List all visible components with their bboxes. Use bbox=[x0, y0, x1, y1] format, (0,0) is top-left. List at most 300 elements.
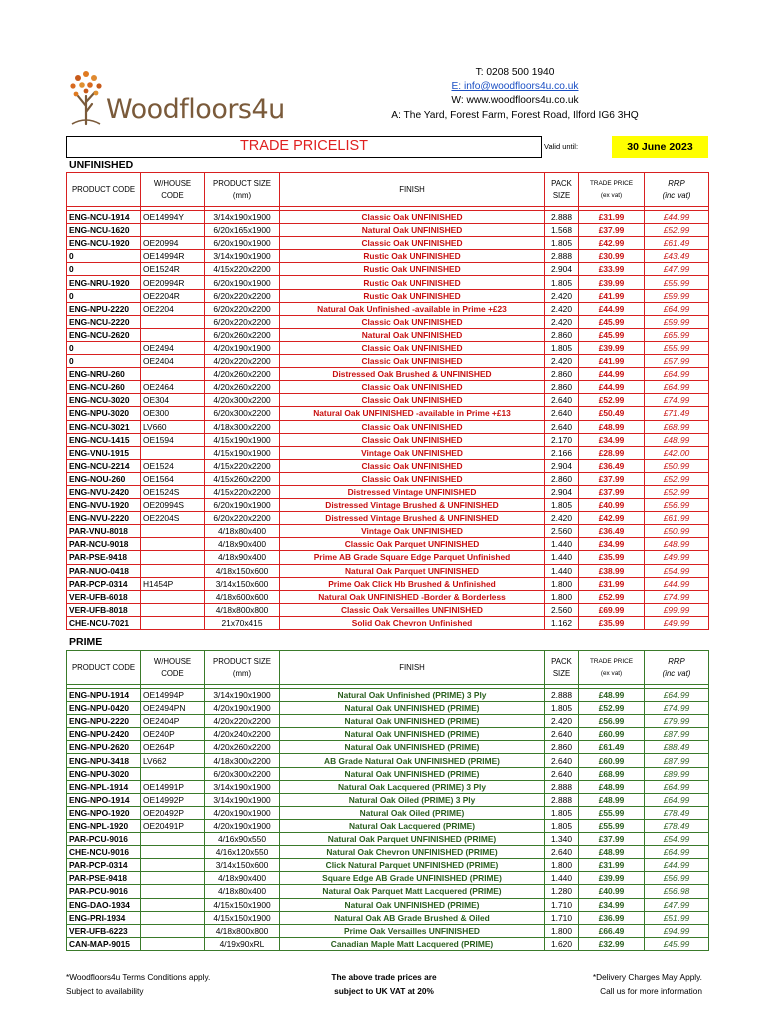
table-row bbox=[67, 793, 709, 806]
col-header-size: PRODUCT SIZE (mm) bbox=[205, 173, 280, 207]
trade-price-cell: £48.99 bbox=[579, 846, 645, 859]
brand-logo bbox=[66, 66, 286, 130]
trade-price-cell: £37.99 bbox=[579, 472, 645, 485]
address: A: The Yard, Forest Farm, Forest Road, Ilford IG6 3HQ bbox=[391, 109, 639, 121]
rrp-cell: £64.99 bbox=[645, 846, 709, 859]
pack-size-cell: 1.710 bbox=[545, 898, 579, 911]
valid-until-date: 30 June 2023 bbox=[612, 136, 708, 158]
product-code-cell: ENG-NVU-2220 bbox=[67, 512, 141, 525]
product-code-cell: PAR-PCU-9016 bbox=[67, 833, 141, 846]
table-row bbox=[67, 806, 709, 819]
warehouse-code-cell: OE20994R bbox=[141, 276, 205, 289]
warehouse-code-cell: OE2464 bbox=[141, 381, 205, 394]
product-code-cell: ENG-NPU-0420 bbox=[67, 702, 141, 715]
pack-size-cell: 1.800 bbox=[545, 577, 579, 590]
table-row bbox=[67, 381, 709, 394]
product-code-cell: ENG-NPU-3020 bbox=[67, 407, 141, 420]
warehouse-code-cell: H1454P bbox=[141, 577, 205, 590]
rrp-cell: £48.99 bbox=[645, 433, 709, 446]
rrp-cell: £94.99 bbox=[645, 924, 709, 937]
product-code-cell: ENG-NRU-1920 bbox=[67, 276, 141, 289]
trade-price-cell: £52.99 bbox=[579, 702, 645, 715]
trade-price-cell: £40.99 bbox=[579, 885, 645, 898]
pack-size-cell: 2.640 bbox=[545, 420, 579, 433]
product-size-cell: 4/20x220x2200 bbox=[205, 715, 280, 728]
warehouse-code-cell bbox=[141, 315, 205, 328]
product-size-cell: 4/20x220x2200 bbox=[205, 355, 280, 368]
website-link[interactable]: W: www.woodfloors4u.co.uk bbox=[451, 95, 579, 107]
rrp-cell: £44.99 bbox=[645, 211, 709, 224]
product-code-cell: ENG-NCU-1914 bbox=[67, 211, 141, 224]
finish-cell: Natural Oak UNFINISHED (PRIME) bbox=[280, 715, 545, 728]
warehouse-code-cell: OE1564 bbox=[141, 472, 205, 485]
finish-cell: Classic Oak UNFINISHED bbox=[280, 433, 545, 446]
warehouse-code-cell: OE14994Y bbox=[141, 211, 205, 224]
product-size-cell: 6/20x190x1900 bbox=[205, 237, 280, 250]
warehouse-code-cell bbox=[141, 911, 205, 924]
pack-size-cell: 2.560 bbox=[545, 603, 579, 616]
product-size-cell: 4/18x300x2200 bbox=[205, 420, 280, 433]
trade-price-cell: £55.99 bbox=[579, 819, 645, 832]
rrp-cell: £89.99 bbox=[645, 767, 709, 780]
product-size-cell: 4/20x240x2200 bbox=[205, 728, 280, 741]
product-size-cell: 4/20x190x1900 bbox=[205, 702, 280, 715]
table-row bbox=[67, 499, 709, 512]
finish-cell: Natural Oak UNFINISHED (PRIME) bbox=[280, 728, 545, 741]
product-code-cell: ENG-NCU-2220 bbox=[67, 315, 141, 328]
rrp-cell: £48.99 bbox=[645, 538, 709, 551]
trade-price-cell: £34.99 bbox=[579, 433, 645, 446]
trade-price-cell: £36.99 bbox=[579, 911, 645, 924]
rrp-cell: £50.99 bbox=[645, 525, 709, 538]
pack-size-cell: 2.640 bbox=[545, 754, 579, 767]
warehouse-code-cell: LV660 bbox=[141, 420, 205, 433]
product-size-cell: 4/15x150x1900 bbox=[205, 898, 280, 911]
warehouse-code-cell bbox=[141, 898, 205, 911]
finish-cell: Canadian Maple Matt Lacquered (PRIME) bbox=[280, 937, 545, 950]
finish-cell: Distressed Vintage Brushed & UNFINISHED bbox=[280, 499, 545, 512]
product-size-cell: 4/18x300x2200 bbox=[205, 754, 280, 767]
product-size-cell: 3/14x190x1900 bbox=[205, 793, 280, 806]
product-size-cell: 6/20x220x2200 bbox=[205, 315, 280, 328]
warehouse-code-cell: OE14994P bbox=[141, 689, 205, 702]
product-code-cell: PAR-PCP-0314 bbox=[67, 577, 141, 590]
col-header-pack-size: PACK SIZE bbox=[545, 173, 579, 207]
trade-price-cell: £41.99 bbox=[579, 289, 645, 302]
pack-size-cell: 1.440 bbox=[545, 551, 579, 564]
trade-price-cell: £45.99 bbox=[579, 315, 645, 328]
page-header bbox=[0, 0, 768, 132]
product-size-cell: 4/18x90x400 bbox=[205, 872, 280, 885]
table-row bbox=[67, 715, 709, 728]
product-code-cell: ENG-NCU-2620 bbox=[67, 328, 141, 341]
rrp-cell: £52.99 bbox=[645, 224, 709, 237]
warehouse-code-cell bbox=[141, 885, 205, 898]
pack-size-cell: 2.888 bbox=[545, 211, 579, 224]
finish-cell: Classic Oak UNFINISHED bbox=[280, 459, 545, 472]
finish-cell: Natural Oak UNFINISHED (PRIME) bbox=[280, 767, 545, 780]
pack-size-cell: 1.805 bbox=[545, 499, 579, 512]
pack-size-cell: 2.860 bbox=[545, 472, 579, 485]
col-header-product-code: PRODUCT CODE bbox=[67, 651, 141, 685]
col-header-trade-price: TRADE PRICE (ex vat) bbox=[579, 651, 645, 685]
rrp-cell: £64.99 bbox=[645, 381, 709, 394]
table-row bbox=[67, 394, 709, 407]
product-code-cell: ENG-NVU-2420 bbox=[67, 485, 141, 498]
finish-cell: Classic Oak UNFINISHED bbox=[280, 394, 545, 407]
table-row bbox=[67, 289, 709, 302]
warehouse-code-cell: OE2494PN bbox=[141, 702, 205, 715]
pack-size-cell: 2.904 bbox=[545, 459, 579, 472]
product-size-cell: 4/15x190x1900 bbox=[205, 446, 280, 459]
rrp-cell: £74.99 bbox=[645, 590, 709, 603]
finish-cell: Prime Oak Versailles UNFINISHED bbox=[280, 924, 545, 937]
warehouse-code-cell: OE2204 bbox=[141, 302, 205, 315]
table-row bbox=[67, 924, 709, 937]
product-size-cell: 4/15x190x1900 bbox=[205, 433, 280, 446]
rrp-cell: £68.99 bbox=[645, 420, 709, 433]
trade-price-cell: £48.99 bbox=[579, 780, 645, 793]
table-row bbox=[67, 224, 709, 237]
finish-cell: Classic Oak Versailles UNFINISHED bbox=[280, 603, 545, 616]
table-row bbox=[67, 728, 709, 741]
table-row bbox=[67, 420, 709, 433]
trade-price-cell: £42.99 bbox=[579, 512, 645, 525]
footer-terms: *Woodfloors4u Terms Conditions apply. Subject to availability bbox=[66, 972, 211, 996]
pack-size-cell: 2.420 bbox=[545, 302, 579, 315]
product-size-cell: 6/20x220x2200 bbox=[205, 289, 280, 302]
product-size-cell: 4/18x800x800 bbox=[205, 924, 280, 937]
finish-cell: Natural Oak Unfinished -available in Prime +£23 bbox=[280, 302, 545, 315]
table-row bbox=[67, 485, 709, 498]
product-size-cell: 6/20x220x2200 bbox=[205, 302, 280, 315]
finish-cell: Natural Oak Lacquered (PRIME) 3 Ply bbox=[280, 780, 545, 793]
warehouse-code-cell bbox=[141, 551, 205, 564]
finish-cell: Classic Oak UNFINISHED bbox=[280, 381, 545, 394]
table-row bbox=[67, 689, 709, 702]
finish-cell: Classic Oak UNFINISHED bbox=[280, 355, 545, 368]
pack-size-cell: 2.420 bbox=[545, 355, 579, 368]
phone-number: T: 0208 500 1940 bbox=[475, 67, 555, 78]
table-row bbox=[67, 577, 709, 590]
product-size-cell: 4/18x90x400 bbox=[205, 551, 280, 564]
warehouse-code-cell: OE14992P bbox=[141, 793, 205, 806]
rrp-cell: £55.99 bbox=[645, 276, 709, 289]
table-row bbox=[67, 341, 709, 354]
warehouse-code-cell bbox=[141, 538, 205, 551]
product-code-cell: ENG-NOU-260 bbox=[67, 472, 141, 485]
pack-size-cell: 2.640 bbox=[545, 394, 579, 407]
trade-price-cell: £52.99 bbox=[579, 590, 645, 603]
trade-price-cell: £48.99 bbox=[579, 420, 645, 433]
product-code-cell: ENG-NPU-3020 bbox=[67, 767, 141, 780]
product-code-cell: ENG-NPL-1914 bbox=[67, 780, 141, 793]
trade-price-cell: £48.99 bbox=[579, 793, 645, 806]
trade-price-cell: £31.99 bbox=[579, 859, 645, 872]
product-size-cell: 4/15x260x2200 bbox=[205, 472, 280, 485]
rrp-cell: £87.99 bbox=[645, 754, 709, 767]
brand-name: Woodfloors4u bbox=[106, 94, 285, 125]
col-header-finish: FINISH bbox=[280, 173, 545, 207]
table-row bbox=[67, 859, 709, 872]
trade-price-cell: £36.49 bbox=[579, 525, 645, 538]
pack-size-cell: 1.805 bbox=[545, 819, 579, 832]
finish-cell: Vintage Oak UNFINISHED bbox=[280, 525, 545, 538]
trade-price-cell: £39.99 bbox=[579, 872, 645, 885]
pack-size-cell: 1.340 bbox=[545, 833, 579, 846]
title-row bbox=[66, 136, 708, 158]
pack-size-cell: 2.560 bbox=[545, 525, 579, 538]
table-row bbox=[67, 407, 709, 420]
warehouse-code-cell: OE1524R bbox=[141, 263, 205, 276]
product-code-cell: ENG-VNU-1915 bbox=[67, 446, 141, 459]
col-header-rrp: RRP (inc vat) bbox=[645, 651, 709, 685]
product-size-cell: 4/18x80x400 bbox=[205, 885, 280, 898]
warehouse-code-cell: OE1594 bbox=[141, 433, 205, 446]
finish-cell: Natural Oak Parquet UNFINISHED bbox=[280, 564, 545, 577]
trade-price-cell: £44.99 bbox=[579, 381, 645, 394]
product-size-cell: 4/18x150x600 bbox=[205, 564, 280, 577]
rrp-cell: £71.49 bbox=[645, 407, 709, 420]
rrp-cell: £64.99 bbox=[645, 780, 709, 793]
trade-price-cell: £37.99 bbox=[579, 224, 645, 237]
pack-size-cell: 2.420 bbox=[545, 315, 579, 328]
finish-cell: Rustic Oak UNFINISHED bbox=[280, 250, 545, 263]
trade-price-cell: £36.49 bbox=[579, 459, 645, 472]
footer-delivery-note: *Delivery Charges May Apply. Call us for more information bbox=[592, 972, 702, 996]
col-header-trade-price: TRADE PRICE (ex vat) bbox=[579, 173, 645, 207]
finish-cell: Square Edge AB Grade UNFINISHED (PRIME) bbox=[280, 872, 545, 885]
pack-size-cell: 2.860 bbox=[545, 381, 579, 394]
product-code-cell: 0 bbox=[67, 263, 141, 276]
table-row bbox=[67, 472, 709, 485]
trade-price-cell: £39.99 bbox=[579, 341, 645, 354]
trade-price-cell: £48.99 bbox=[579, 689, 645, 702]
pack-size-cell: 2.640 bbox=[545, 407, 579, 420]
trade-price-cell: £28.99 bbox=[579, 446, 645, 459]
rrp-cell: £64.99 bbox=[645, 689, 709, 702]
finish-cell: Natural Oak Oiled (PRIME) bbox=[280, 806, 545, 819]
col-header-rrp: RRP (inc vat) bbox=[645, 173, 709, 207]
trade-price-cell: £66.49 bbox=[579, 924, 645, 937]
pack-size-cell: 1.440 bbox=[545, 538, 579, 551]
finish-cell: Classic Oak UNFINISHED bbox=[280, 237, 545, 250]
rrp-cell: £54.99 bbox=[645, 833, 709, 846]
product-code-cell: ENG-NCU-1920 bbox=[67, 237, 141, 250]
col-header-wh-code: W/HOUSE CODE bbox=[141, 651, 205, 685]
product-code-cell: PAR-PSE-9418 bbox=[67, 872, 141, 885]
product-size-cell: 6/20x300x2200 bbox=[205, 407, 280, 420]
pack-size-cell: 1.440 bbox=[545, 564, 579, 577]
product-code-cell: ENG-PRI-1934 bbox=[67, 911, 141, 924]
product-size-cell: 4/15x150x1900 bbox=[205, 911, 280, 924]
finish-cell: Natural Oak UNFINISHED -Border & Borderless bbox=[280, 590, 545, 603]
rrp-cell: £61.99 bbox=[645, 512, 709, 525]
product-code-cell: ENG-NPU-2220 bbox=[67, 302, 141, 315]
warehouse-code-cell bbox=[141, 846, 205, 859]
product-code-cell: PAR-PSE-9418 bbox=[67, 551, 141, 564]
warehouse-code-cell bbox=[141, 603, 205, 616]
trade-price-cell: £35.99 bbox=[579, 616, 645, 629]
pack-size-cell: 2.166 bbox=[545, 446, 579, 459]
warehouse-code-cell bbox=[141, 616, 205, 629]
product-size-cell: 4/18x600x600 bbox=[205, 590, 280, 603]
product-size-cell: 4/16x120x550 bbox=[205, 846, 280, 859]
rrp-cell: £99.99 bbox=[645, 603, 709, 616]
rrp-cell: £49.99 bbox=[645, 616, 709, 629]
product-size-cell: 4/18x800x800 bbox=[205, 603, 280, 616]
finish-cell: Natural Oak Unfinished (PRIME) 3 Ply bbox=[280, 689, 545, 702]
col-header-finish: FINISH bbox=[280, 651, 545, 685]
pack-size-cell: 2.640 bbox=[545, 846, 579, 859]
trade-price-cell: £56.99 bbox=[579, 715, 645, 728]
table-row bbox=[67, 302, 709, 315]
product-code-cell: ENG-NCU-3021 bbox=[67, 420, 141, 433]
trade-price-cell: £37.99 bbox=[579, 485, 645, 498]
rrp-cell: £64.99 bbox=[645, 793, 709, 806]
trade-price-cell: £31.99 bbox=[579, 211, 645, 224]
product-code-cell: ENG-NPU-2620 bbox=[67, 741, 141, 754]
warehouse-code-cell bbox=[141, 590, 205, 603]
table-row bbox=[67, 328, 709, 341]
pack-size-cell: 1.568 bbox=[545, 224, 579, 237]
trade-price-cell: £32.99 bbox=[579, 937, 645, 950]
pack-size-cell: 2.888 bbox=[545, 689, 579, 702]
product-code-cell: 0 bbox=[67, 250, 141, 263]
product-size-cell: 4/20x190x1900 bbox=[205, 806, 280, 819]
table-row bbox=[67, 211, 709, 224]
table-row bbox=[67, 538, 709, 551]
rrp-cell: £74.99 bbox=[645, 702, 709, 715]
product-code-cell: ENG-NVU-1920 bbox=[67, 499, 141, 512]
finish-cell: Click Natural Parquet UNFINISHED (PRIME) bbox=[280, 859, 545, 872]
rrp-cell: £47.99 bbox=[645, 898, 709, 911]
product-size-cell: 4/20x300x2200 bbox=[205, 394, 280, 407]
trade-price-cell: £60.99 bbox=[579, 728, 645, 741]
product-size-cell: 4/20x190x1900 bbox=[205, 341, 280, 354]
product-code-cell: ENG-NPO-1920 bbox=[67, 806, 141, 819]
table-row bbox=[67, 780, 709, 793]
trade-price-cell: £45.99 bbox=[579, 328, 645, 341]
table-row bbox=[67, 872, 709, 885]
table-row bbox=[67, 237, 709, 250]
finish-cell: Classic Oak UNFINISHED bbox=[280, 341, 545, 354]
trade-price-cell: £44.99 bbox=[579, 302, 645, 315]
rrp-cell: £74.99 bbox=[645, 394, 709, 407]
rrp-cell: £42.00 bbox=[645, 446, 709, 459]
finish-cell: Rustic Oak UNFINISHED bbox=[280, 263, 545, 276]
warehouse-code-cell bbox=[141, 564, 205, 577]
warehouse-code-cell: OE304 bbox=[141, 394, 205, 407]
pack-size-cell: 2.888 bbox=[545, 250, 579, 263]
finish-cell: Distressed Vintage UNFINISHED bbox=[280, 485, 545, 498]
tree-logo-icon bbox=[68, 66, 104, 126]
warehouse-code-cell: OE300 bbox=[141, 407, 205, 420]
rrp-cell: £88.49 bbox=[645, 741, 709, 754]
product-size-cell: 4/20x260x2200 bbox=[205, 741, 280, 754]
product-code-cell: PAR-NCU-9018 bbox=[67, 538, 141, 551]
pack-size-cell: 2.888 bbox=[545, 793, 579, 806]
product-code-cell: CAN-MAP-9015 bbox=[67, 937, 141, 950]
col-header-product-code: PRODUCT CODE bbox=[67, 173, 141, 207]
rrp-cell: £54.99 bbox=[645, 564, 709, 577]
footer-vat-note: The above trade prices are subject to UK VAT at 20% bbox=[331, 972, 437, 996]
warehouse-code-cell: LV662 bbox=[141, 754, 205, 767]
trade-price-cell: £69.99 bbox=[579, 603, 645, 616]
pack-size-cell: 2.420 bbox=[545, 715, 579, 728]
table-row bbox=[67, 459, 709, 472]
rrp-cell: £64.99 bbox=[645, 302, 709, 315]
pack-size-cell: 1.710 bbox=[545, 911, 579, 924]
finish-cell: Classic Oak UNFINISHED bbox=[280, 315, 545, 328]
rrp-cell: £87.99 bbox=[645, 728, 709, 741]
finish-cell: Natural Oak UNFINISHED bbox=[280, 224, 545, 237]
warehouse-code-cell: OE2404 bbox=[141, 355, 205, 368]
product-size-cell: 3/14x150x600 bbox=[205, 859, 280, 872]
product-code-cell: PAR-PCU-9016 bbox=[67, 885, 141, 898]
pack-size-cell: 2.860 bbox=[545, 368, 579, 381]
product-code-cell: ENG-NRU-260 bbox=[67, 368, 141, 381]
rrp-cell: £52.99 bbox=[645, 472, 709, 485]
trade-price-cell: £37.99 bbox=[579, 833, 645, 846]
rrp-cell: £78.49 bbox=[645, 819, 709, 832]
rrp-cell: £61.49 bbox=[645, 237, 709, 250]
warehouse-code-cell bbox=[141, 767, 205, 780]
product-size-cell: 3/14x190x1900 bbox=[205, 211, 280, 224]
table-row bbox=[67, 551, 709, 564]
product-code-cell: 0 bbox=[67, 341, 141, 354]
warehouse-code-cell: OE2404P bbox=[141, 715, 205, 728]
trade-price-cell: £42.99 bbox=[579, 237, 645, 250]
pack-size-cell: 2.640 bbox=[545, 767, 579, 780]
rrp-cell: £55.99 bbox=[645, 341, 709, 354]
product-code-cell: ENG-NCU-2214 bbox=[67, 459, 141, 472]
product-code-cell: PAR-PCP-0314 bbox=[67, 859, 141, 872]
warehouse-code-cell: OE14994R bbox=[141, 250, 205, 263]
product-size-cell: 6/20x190x1900 bbox=[205, 499, 280, 512]
product-code-cell: ENG-NPU-1914 bbox=[67, 689, 141, 702]
finish-cell: Natural Oak Oiled (PRIME) 3 Ply bbox=[280, 793, 545, 806]
valid-until-label: Valid until: bbox=[544, 142, 579, 151]
pack-size-cell: 2.420 bbox=[545, 512, 579, 525]
product-size-cell: 4/20x190x1900 bbox=[205, 819, 280, 832]
product-size-cell: 4/18x80x400 bbox=[205, 525, 280, 538]
table-row bbox=[67, 885, 709, 898]
pack-size-cell: 1.805 bbox=[545, 341, 579, 354]
table-row bbox=[67, 250, 709, 263]
pack-size-cell: 2.860 bbox=[545, 741, 579, 754]
table-row bbox=[67, 741, 709, 754]
finish-cell: Vintage Oak UNFINISHED bbox=[280, 446, 545, 459]
rrp-cell: £56.98 bbox=[645, 885, 709, 898]
product-size-cell: 3/14x190x1900 bbox=[205, 780, 280, 793]
rrp-cell: £43.49 bbox=[645, 250, 709, 263]
trade-price-cell: £50.49 bbox=[579, 407, 645, 420]
pack-size-cell: 1.800 bbox=[545, 859, 579, 872]
warehouse-code-cell bbox=[141, 525, 205, 538]
table-row bbox=[67, 355, 709, 368]
table-row bbox=[67, 846, 709, 859]
pack-size-cell: 1.800 bbox=[545, 924, 579, 937]
trade-price-cell: £39.99 bbox=[579, 276, 645, 289]
table-row bbox=[67, 767, 709, 780]
rrp-cell: £45.99 bbox=[645, 937, 709, 950]
email-link[interactable]: E: info@woodfloors4u.co.uk bbox=[451, 81, 579, 93]
warehouse-code-cell: OE264P bbox=[141, 741, 205, 754]
rrp-cell: £57.99 bbox=[645, 355, 709, 368]
pack-size-cell: 2.420 bbox=[545, 289, 579, 302]
trade-price-cell: £44.99 bbox=[579, 368, 645, 381]
